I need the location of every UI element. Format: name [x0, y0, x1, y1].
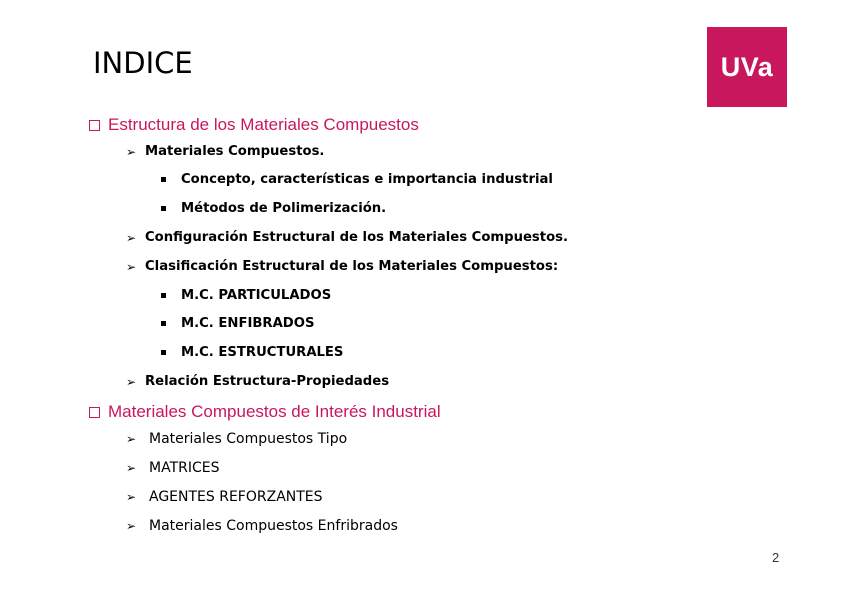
list-item — [126, 431, 347, 447]
sub-list-item — [161, 316, 314, 331]
page-number: 2 — [772, 550, 780, 565]
sub-list-item-label: Concepto, características e importancia industrial — [181, 172, 553, 187]
list-item — [126, 489, 323, 505]
uva-logo — [707, 27, 787, 107]
section-heading — [89, 115, 419, 135]
list-item — [126, 460, 220, 476]
list-item — [126, 230, 568, 245]
list-item — [126, 259, 558, 274]
checkbox-bullet-icon — [89, 407, 100, 418]
list-item-label: Clasificación Estructural de los Materiales Compuestos: — [145, 259, 559, 274]
sub-list-item-label: M.C. ESTRUCTURALES — [181, 345, 344, 360]
sub-list-item — [161, 345, 343, 360]
arrow-bullet-icon: ➢ — [126, 490, 137, 504]
list-item-label: Materiales Compuestos Enfribrados — [149, 518, 398, 534]
logo-text: UVa — [720, 52, 774, 82]
sub-list-item-label: M.C. ENFIBRADOS — [181, 316, 315, 331]
sub-list-item — [161, 288, 331, 303]
square-bullet-icon — [161, 206, 166, 211]
arrow-bullet-icon: ➢ — [126, 230, 137, 245]
section-label: Estructura de los Materiales Compuestos — [108, 115, 419, 134]
list-item — [126, 144, 324, 159]
sub-list-item-label: M.C. PARTICULADOS — [181, 288, 332, 303]
arrow-bullet-icon: ➢ — [126, 144, 137, 159]
sub-list-item — [161, 172, 553, 187]
checkbox-bullet-icon — [89, 120, 100, 131]
square-bullet-icon — [161, 177, 166, 182]
square-bullet-icon — [161, 350, 166, 355]
section-heading — [89, 402, 441, 422]
slide-title: INDICE — [93, 46, 193, 80]
list-item-label: Relación Estructura-Propiedades — [145, 374, 390, 389]
sub-list-item — [161, 201, 386, 216]
arrow-bullet-icon: ➢ — [126, 259, 137, 274]
arrow-bullet-icon: ➢ — [126, 374, 137, 389]
list-item-label: MATRICES — [149, 460, 220, 476]
arrow-bullet-icon: ➢ — [126, 432, 137, 446]
list-item-label: Materiales Compuestos Tipo — [149, 431, 348, 447]
list-item — [126, 518, 398, 534]
arrow-bullet-icon: ➢ — [126, 461, 137, 475]
square-bullet-icon — [161, 293, 166, 298]
list-item — [126, 374, 389, 389]
list-item-label: Materiales Compuestos. — [145, 144, 325, 159]
arrow-bullet-icon: ➢ — [126, 519, 137, 533]
section-label: Materiales Compuestos de Interés Industrial — [108, 402, 441, 421]
sub-list-item-label: Métodos de Polimerización. — [181, 201, 387, 216]
square-bullet-icon — [161, 321, 166, 326]
list-item-label: AGENTES REFORZANTES — [149, 489, 323, 505]
list-item-label: Configuración Estructural de los Materiales Compuestos. — [145, 230, 569, 245]
